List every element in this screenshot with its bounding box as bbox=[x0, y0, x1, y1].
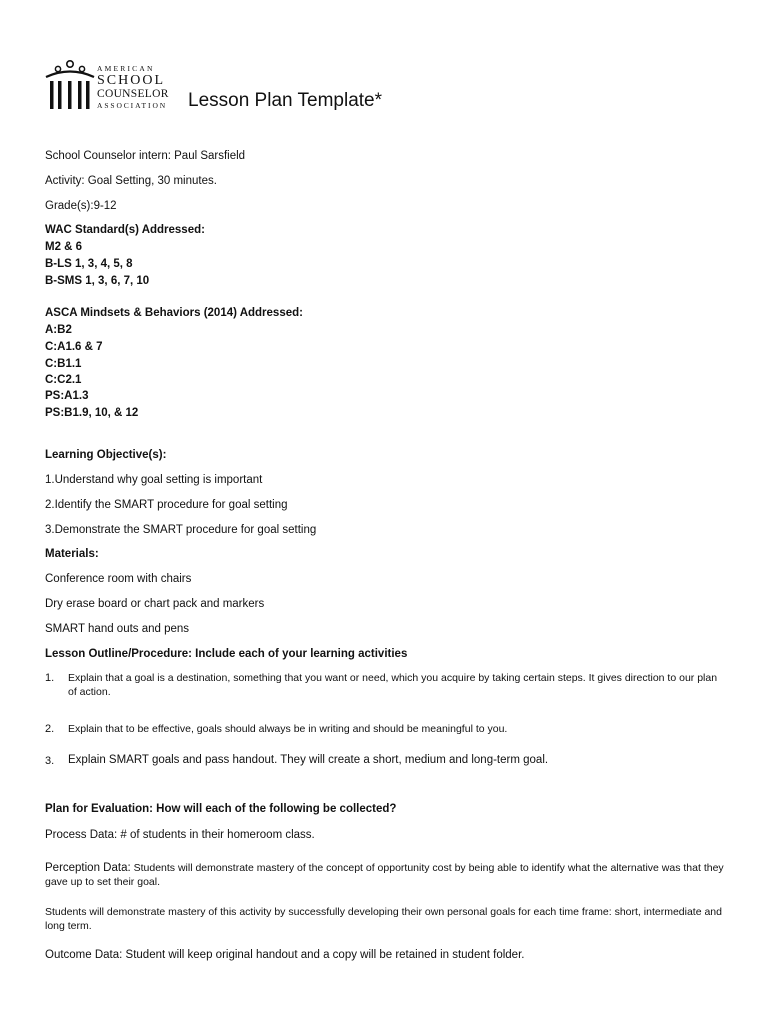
asca-item: A:B2 bbox=[45, 324, 72, 336]
step-number: 1. bbox=[45, 672, 55, 684]
asca-logo bbox=[44, 58, 180, 114]
asca-item: PS:B1.9, 10, & 12 bbox=[45, 407, 139, 419]
logo-wordmark bbox=[97, 65, 169, 110]
material-item: SMART hand outs and pens bbox=[45, 623, 190, 635]
material-item: Conference room with chairs bbox=[45, 573, 192, 585]
step-text: Explain that a goal is a destination, something that you want or need, which you acquire by taking certain steps. It gives direction to our plan of action. bbox=[68, 672, 718, 698]
grade-line: Grade(s):9-12 bbox=[45, 200, 117, 212]
outline-heading: Lesson Outline/Procedure: Include each of your learning activities bbox=[45, 648, 408, 660]
material-item: Dry erase board or chart pack and markers bbox=[45, 598, 265, 610]
evaluation-heading: Plan for Evaluation: How will each of the following be collected? bbox=[45, 803, 397, 815]
asca-heading: ASCA Mindsets & Behaviors (2014) Addressed: bbox=[45, 307, 303, 319]
logo-line-american: AMERICAN bbox=[97, 64, 155, 73]
wac-item: B-SMS 1, 3, 6, 7, 10 bbox=[45, 275, 150, 287]
wac-item: B-LS 1, 3, 4, 5, 8 bbox=[45, 258, 133, 270]
logo-line-association: ASSOCIATION bbox=[97, 101, 168, 110]
outcome-data: Outcome Data: Student will keep original handout and a copy will be retained in student folder. bbox=[45, 949, 525, 961]
asca-item: PS:A1.3 bbox=[45, 390, 89, 402]
perception-text: Students will demonstrate mastery of the concept of opportunity cost by being able to identify what the alternative was that they gave up to set their goal. bbox=[45, 862, 724, 888]
wac-item: M2 & 6 bbox=[45, 241, 83, 253]
step-number: 3. bbox=[45, 755, 55, 767]
perception-label: Perception Data: bbox=[45, 862, 131, 874]
perception-data bbox=[45, 861, 735, 889]
objective-item: 1.Understand why goal setting is important bbox=[45, 474, 263, 486]
step-text: Explain SMART goals and pass handout. They will create a short, medium and long-term goal. bbox=[68, 754, 549, 766]
objective-item: 2.Identify the SMART procedure for goal setting bbox=[45, 499, 288, 511]
logo-line-counselor: COUNSELOR bbox=[97, 87, 169, 100]
process-data: Process Data: # of students in their homeroom class. bbox=[45, 829, 315, 841]
mastery-text: Students will demonstrate mastery of this activity by successfully developing their own personal goals for each time frame: short, intermediate and long term. bbox=[45, 906, 722, 932]
materials-heading: Materials: bbox=[45, 548, 99, 560]
step-number: 2. bbox=[45, 723, 55, 735]
objective-item: 3.Demonstrate the SMART procedure for goal setting bbox=[45, 524, 317, 536]
page-title: Lesson Plan Template* bbox=[188, 90, 382, 111]
wac-heading: WAC Standard(s) Addressed: bbox=[45, 224, 205, 236]
intern-line: School Counselor intern: Paul Sarsfield bbox=[45, 150, 246, 162]
asca-emblem-icon bbox=[44, 58, 96, 114]
asca-item: C:B1.1 bbox=[45, 358, 82, 370]
asca-item: C:C2.1 bbox=[45, 374, 82, 386]
step-text: Explain that to be effective, goals should always be in writing and should be meaningful to you. bbox=[68, 723, 508, 735]
objectives-heading: Learning Objective(s): bbox=[45, 449, 167, 461]
activity-line: Activity: Goal Setting, 30 minutes. bbox=[45, 175, 217, 187]
logo-line-school: SCHOOL bbox=[97, 72, 166, 88]
asca-item: C:A1.6 & 7 bbox=[45, 341, 103, 353]
